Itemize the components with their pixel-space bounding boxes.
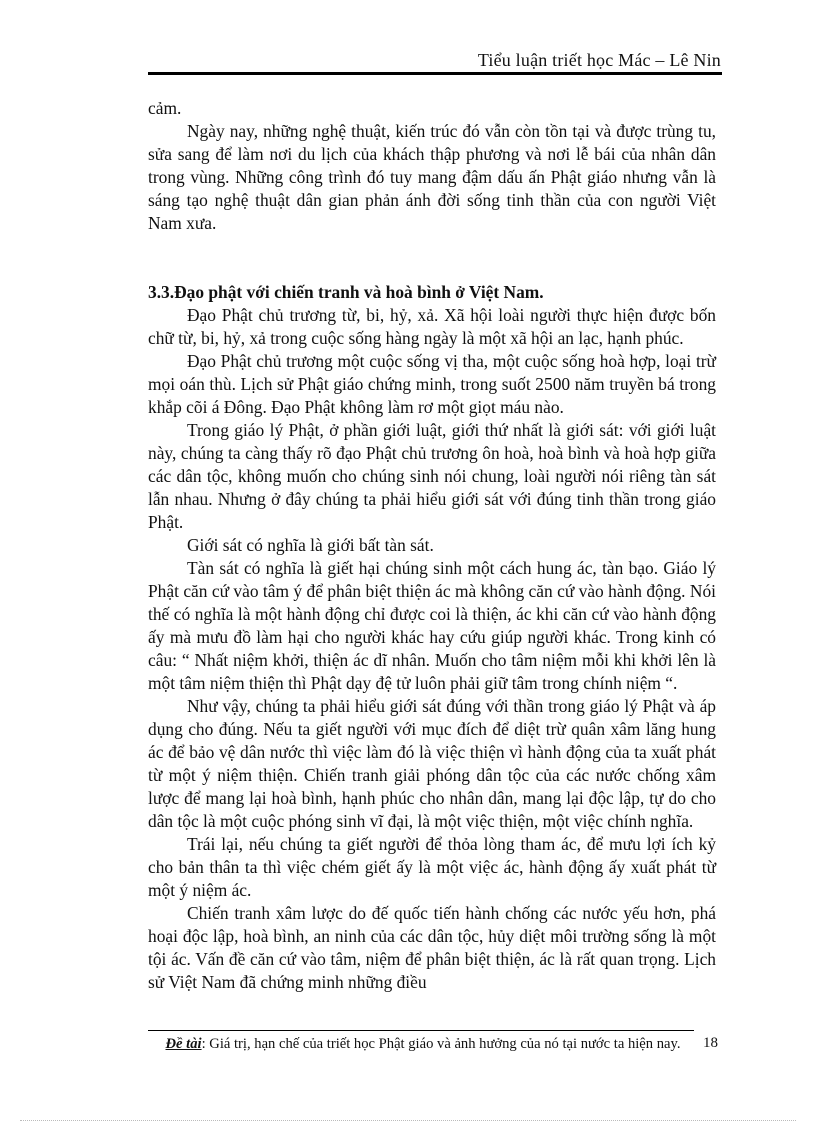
header-rule <box>148 72 722 75</box>
footer-label: Đề tài <box>165 1036 202 1052</box>
page-edge-divider <box>20 1120 796 1121</box>
section-spacer <box>148 235 716 281</box>
paragraph-8: Trái lại, nếu chúng ta giết người để thỏa lòng tham ác, để mưu lợi ích kỷ cho bản thân ta thì việc chém giết ấy là một việc ác, hành động ấy xuất phát từ một ý niệm ác. <box>148 834 716 900</box>
paragraph-continuation: cảm. <box>148 98 182 118</box>
paragraph-9: Chiến tranh xâm lược do đế quốc tiến hành chống các nước yếu hơn, phá hoại độc lập, hoà bình, an ninh của các dân tộc, hủy diệt môi trường sống là một tội ác. Vấn đề căn cứ vào tâm, niệm để phân biệt thiện, ác là rất quan trọng. Lịch sử Việt Nam đã chứng minh những điều <box>148 903 716 992</box>
footer-text: : Giá trị, hạn chế của triết học Phật giáo và ảnh hưởng của nó tại nước ta hiện nay. <box>201 1036 681 1052</box>
page-number: 18 <box>703 1035 718 1051</box>
paragraph-6: Tàn sát có nghĩa là giết hại chúng sinh một cách hung ác, tàn bạo. Giáo lý Phật căn cứ vào tâm ý để phân biệt thiện ác mà không căn cứ vào hành động. Nói thế có nghĩa là một hành động chỉ được coi là thiện, ác khi căn cứ vào hành động ấy mà mưu đồ làm hại cho người khác hay cứu giúp người khác. Trong kinh có câu: “ Nhất niệm khởi, thiện ác dĩ nhân. Muốn cho tâm niệm mỗi khi khởi lên là một tâm niệm thiện thì Phật dạy đệ tử luôn phải giữ tâm trong chính niệm “. <box>148 558 716 693</box>
paragraph-2: Đạo Phật chủ trương từ, bi, hỷ, xả. Xã hội loài người thực hiện được bốn chữ từ, bi, hỷ, xả trong cuộc sống hàng ngày là một xã hội an lạc, hạnh phúc. <box>148 305 716 348</box>
paragraph-5: Giới sát có nghĩa là giới bất tàn sát. <box>187 535 434 555</box>
page-body <box>148 97 716 994</box>
paragraph-1: Ngày nay, những nghệ thuật, kiến trúc đó vẫn còn tồn tại và được trùng tu, sửa sang để làm nơi du lịch của khách thập phương và nơi lễ bái của nhân dân trong vùng. Những công trình đó tuy mang đậm dấu ấn Phật giáo nhưng vẫn là sáng tạo nghệ thuật dân gian phản ánh đời sống tinh thần của con người Việt Nam xưa. <box>148 121 716 233</box>
footer-rule <box>148 1030 694 1031</box>
section-heading: 3.3.Đạo phật với chiến tranh và hoà bình ở Việt Nam. <box>148 282 544 302</box>
paragraph-3: Đạo Phật chủ trương một cuộc sống vị tha, một cuộc sống hoà hợp, loại trừ mọi oán thù. Lịch sử Phật giáo chứng minh, trong suốt 2500 năm truyền bá trong khắp cõi á Đông. Đạo Phật không làm rơ một giọt máu nào. <box>148 351 716 417</box>
paragraph-4: Trong giáo lý Phật, ở phần giới luật, giới thứ nhất là giới sát: với giới luật này, chúng ta càng thấy rõ đạo Phật chủ trương ôn hoà, hoà bình và hoà hợp giữa các dân tộc, không muốn cho chúng sinh nói chung, loài người nói riêng tàn sát lẫn nhau. Nhưng ở đây chúng ta phải hiểu giới sát với đúng tinh thần trong giáo Phật. <box>148 420 716 532</box>
running-header-title: Tiểu luận triết học Mác – Lê Nin <box>477 50 721 70</box>
paragraph-7: Như vậy, chúng ta phải hiểu giới sát đúng với thần trong giáo lý Phật và áp dụng cho đúng. Nếu ta giết người với mục đích để diệt trừ quân xâm lăng hung ác để bảo vệ dân nước thì việc làm đó là việc thiện vì hành động của ta xuất phát từ một ý niệm thiện. Chiến tranh giải phóng dân tộc của các nước chống xâm lược để mang lại hoà bình, hạnh phúc cho nhân dân, mang lại độc lập, tự do cho dân tộc là một cuộc phóng sinh vĩ đại, là một việc thiện, một việc chính nghĩa. <box>148 696 716 831</box>
footer-topic <box>148 1034 698 1054</box>
